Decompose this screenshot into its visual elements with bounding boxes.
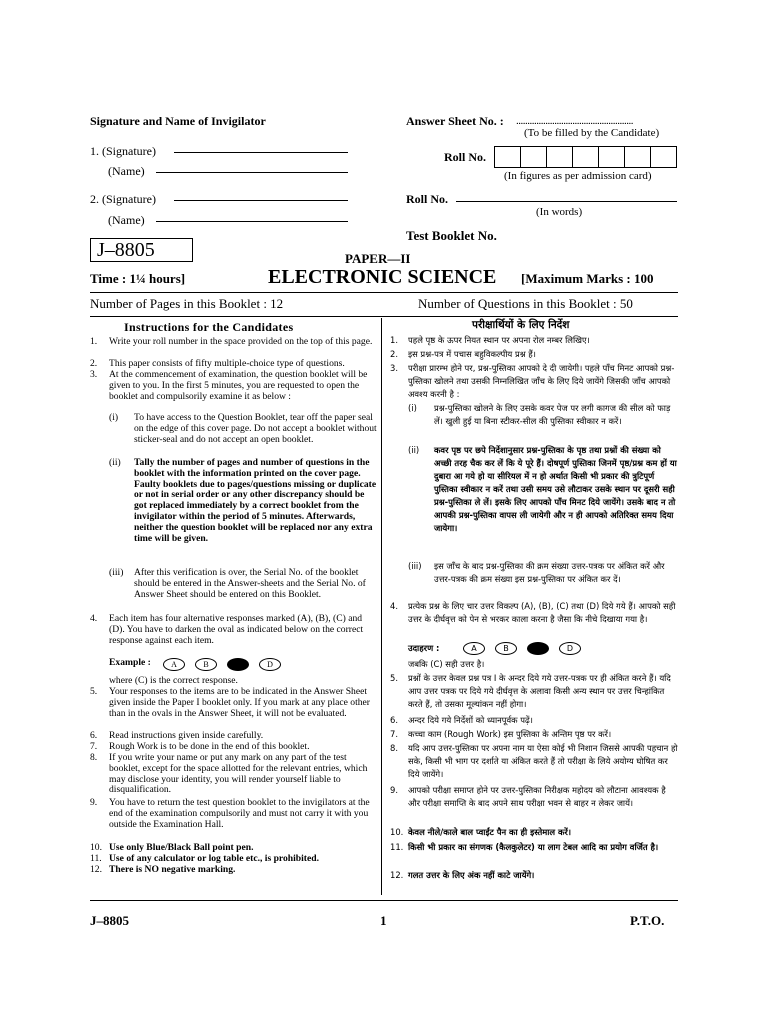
oval-b: B [195,658,217,671]
where-note [390,658,678,672]
item-text: कच्चा काम (Rough Work) इस पुस्तिका के अन्तिम पृष्ठ पर करें। [408,729,612,739]
oval-b: B [495,642,517,655]
example-row [390,642,678,658]
hindi-item-list [390,334,678,883]
item-number: (iii) [109,567,124,578]
item-text: प्रश्न-पुस्तिका खोलने के लिए उसके कवर पेज पर लगी कागज की सील को फाड़ लें। खुली हुई या बिना स्टीकर-सील की पुस्तिका स्वीकार न करें। [434,403,671,426]
item-text: where (C) is the correct response. [109,675,238,686]
item-number: 10. [90,842,102,853]
list-item [390,841,678,869]
invigilator-title: Signature and Name of Invigilator [90,114,266,128]
answer-ovals [158,658,286,671]
list-item [90,753,378,798]
sub-item [390,402,678,444]
roll-digit-box[interactable] [521,147,547,167]
answer-sheet-field[interactable]: .................................................... [516,115,633,127]
item-text: Use of any calculator or log table etc., is prohibited. [109,853,319,864]
roll-digit-box[interactable] [651,147,676,167]
item-text: प्रत्येक प्रश्न के लिए चार उत्तर विकल्प (A), (B), (C) तथा (D) दिये गये हैं। आपको सही उत्तर के दीर्घवृत्त को पेन से भरकर काला करना है जैसा कि नीचे दिखाया गया है। [408,601,676,624]
example-label: उदाहरण : [408,643,440,653]
item-text: इस प्रश्न-पत्र में पचास बहुविकल्पीय प्रश्न हैं। [408,349,536,359]
item-text: जबकि (C) सही उत्तर है। [408,659,485,669]
item-text: After this verification is over, the Serial No. of the booklet should be entered in the Answer-sheets and the Serial No. of Answer Sheet should be entered on this Booklet. [134,567,366,600]
name-1-field[interactable] [156,172,348,173]
list-item [390,728,678,742]
roll-no-words-field[interactable] [456,201,677,202]
item-text: प्रश्नों के उत्तर केवल प्रश्न पत्र I के अन्दर दिये गये उत्तर-पत्रक पर ही अंकित करने हैं। यदि आप उत्तर पत्रक पर दिये गये दीर्घवृत्त के अलावा किसी अन्य स्थान पर उत्तर चिन्हांकित करते हैं, तो उसका मूल्यांकन नहीं होगा। [408,673,671,709]
time-label: Time : 1¼ hours] [90,271,186,286]
list-item [390,600,678,642]
item-text: Write your roll number in the space provided on the top of this page. [109,336,373,347]
item-text: Read instructions given inside carefully. [109,730,264,741]
item-number: 4. [390,601,398,611]
footer-code: J–8805 [90,913,129,928]
item-text: Tally the number of pages and number of questions in the booklet with the information printed on the cover page. Faulty booklets due to pages/questions missing or duplicate or not in serial order or any other discrepancy should be got replaced immediately by a correct booklet from the invigilator within the period of 5 minutes. Afterwards, neither the question booklet will be replaced nor any extra time will be given. [134,457,377,544]
roll-digit-box[interactable] [495,147,521,167]
name-2-label: (Name) [108,213,145,227]
item-number: 6. [390,715,398,725]
item-text: परीक्षा प्रारम्भ होने पर, प्रश्न-पुस्तिका आपको दे दी जायेगी। पहले पाँच मिनट आपको प्रश्न-पुस्तिका खोलने तथा उसकी निम्नलिखित जाँच के लिए दिये जायेंगे जिसकी जाँच आपको अवश्य करनी है : [408,363,675,399]
list-item [90,687,378,731]
item-number: 12. [90,864,102,875]
sub-item [90,568,378,614]
list-item [90,370,378,413]
filled-by-note: (To be filled by the Candidate) [524,127,660,139]
signature-2-label: 2. (Signature) [90,192,156,206]
name-1-label: (Name) [108,164,145,178]
page-number: 1 [380,913,387,928]
divider [90,316,678,317]
list-item [390,869,678,883]
sub-item [390,444,678,560]
item-number: 9. [390,785,398,795]
item-number: 11. [390,842,404,852]
column-divider [381,318,382,895]
item-number: 2. [390,349,398,359]
item-number: 11. [90,853,102,864]
item-number: 1. [390,335,398,345]
signature-2-field[interactable] [174,200,348,201]
list-item [390,826,678,841]
list-item [390,362,678,402]
item-number: 9. [90,797,98,808]
item-text: If you write your name or put any mark on any part of the test booklet, except for the space allotted for the relevant entries, which may disclose your identity, you will render yourself liable to disqualification. [109,752,368,796]
item-text: इस जाँच के बाद प्रश्न-पुस्तिका की क्रम संख्या उत्तर-पत्रक पर अंकित करें और उत्तर-पत्रक की क्रम संख्या इस प्रश्न-पुस्तिका पर अंकित कर दें। [434,561,665,584]
list-item [390,742,678,784]
divider [90,292,678,293]
max-marks: [Maximum Marks : 100 [521,271,654,286]
item-text: There is NO negative marking. [109,864,236,875]
english-instructions-title: Instructions for the Candidates [124,320,294,334]
oval-a: A [163,658,185,671]
sub-item [90,458,378,568]
roll-digit-box[interactable] [599,147,625,167]
hindi-instructions-title: परीक्षार्थियों के लिए निर्देश [472,319,570,331]
item-number: 1. [90,336,98,347]
paper-code: J–8805 [90,238,193,262]
answer-ovals [458,642,586,655]
item-text: Use only Blue/Black Ball point pen. [109,842,254,853]
list-item [90,798,378,843]
item-text: Rough Work is to be done in the end of this booklet. [109,741,310,752]
item-text: At the commencement of examination, the question booklet will be given to you. In the first 5 minutes, you are requested to open the booklet and compulsorily examine it as below : [109,369,368,402]
item-number: 10. [390,827,404,837]
item-number: (ii) [109,457,121,468]
item-number: 8. [90,752,98,763]
item-number: 3. [90,369,98,380]
footer-divider [90,900,678,901]
signature-1-label: 1. (Signature) [90,144,156,158]
oval-c-filled: C [527,642,549,655]
item-number: 4. [90,613,98,624]
item-text: किसी भी प्रकार का संगणक (कैलकुलेटर) या लाग टेबल आदि का प्रयोग वर्जित है। [408,842,659,852]
example-label: Example : [109,657,151,668]
list-item [390,348,678,362]
item-number: 3. [390,363,398,373]
item-text: केवल नीले/काले बाल प्वाईंट पैन का ही इस्तेमाल करें। [408,827,572,837]
item-number: 6. [90,730,98,741]
roll-digit-box[interactable] [573,147,599,167]
item-number: 12. [390,870,404,880]
roll-no-boxes[interactable] [494,146,677,168]
pto-label: P.T.O. [630,913,665,928]
answer-sheet-label: Answer Sheet No. : [406,114,504,128]
item-number: 7. [90,741,98,752]
item-text: Each item has four alternative responses marked (A), (B), (C) and (D). You have to darken the oval as indicated below on the correct response against each item. [109,613,364,646]
pages-count: Number of Pages in this Booklet : 12 [90,296,284,311]
item-text: अन्दर दिये गये निर्देशों को ध्यानपूर्वक पढ़ें। [408,715,533,725]
roll-no-label: Roll No. [444,150,486,164]
sub-item [90,413,378,458]
test-booklet-label: Test Booklet No. [406,228,497,243]
roll-digit-box[interactable] [547,147,573,167]
item-text: कवर पृष्ठ पर छपे निर्देशानुसार प्रश्न-पुस्तिका के पृष्ठ तथा प्रश्नों की संख्या को अच्छी तरह चैक कर लें कि ये पूरे हैं। दोषपूर्ण पुस्तिका जिनमें पृष्ठ/प्रश्न कम हों या दुबारा आ गये हो या सीरियल में न हो अर्थात किसी भी प्रकार की त्रुटिपूर्ण पुस्तिका स्वीकार न करें तथा उसी समय उसे लौटाकर उसके स्थान पर दूसरी सही प्रश्न-पुस्तिका ले लें। इसके लिए आपको पाँच मिनट दिये जायेंगे। उसके बाद न तो आपकी प्रश्न-पुस्तिका वापस ली जायेगी और न ही आपको अतिरिक्त समय दिया जायेगा। [434,445,677,533]
item-number: 5. [390,673,398,683]
roll-digit-box[interactable] [625,147,651,167]
list-item [90,614,378,658]
name-2-field[interactable] [156,221,348,222]
item-text: आपको परीक्षा समाप्त होने पर उत्तर-पुस्तिका निरीक्षक महोदय को लौटाना आवश्यक है और परीक्षा समाप्ति के बाद अपने साथ परीक्षा भवन से बाहर न लेकर जायें। [408,785,666,808]
roll-figures-note: (In figures as per admission card) [504,170,652,182]
list-item [390,334,678,348]
item-number: (i) [408,403,417,413]
roll-no-words-label: Roll No. [406,192,448,206]
item-number: (iii) [408,561,422,571]
item-number: 5. [90,686,98,697]
item-number: 7. [390,729,398,739]
item-text: गलत उत्तर के लिए अंक नहीं काटे जायेंगे। [408,870,535,880]
list-item [90,337,378,359]
item-text: This paper consists of fifty multiple-choice type of questions. [109,358,345,369]
oval-a: A [463,642,485,655]
paper-label: PAPER—II [345,251,411,266]
list-item [90,865,378,876]
item-number: 8. [390,743,398,753]
item-text: यदि आप उत्तर-पुस्तिका पर अपना नाम या ऐसा कोई भी निशान जिससे आपकी पहचान हो सके, किसी भी भाग पर दर्शाते या अंकित करते हैं तो परीक्षा के लिये अयोग्य घोषित कर दिये जायेंगे। [408,743,678,779]
sub-item [390,560,678,600]
item-text: Your responses to the items are to be indicated in the Answer Sheet given inside the Paper I booklet only. If you mark at any place other than in the ovals in the Answer Sheet, it will not be evaluated. [109,686,370,719]
item-text: पहले पृष्ठ के ऊपर नियत स्थान पर अपना रोल नम्बर लिखिए। [408,335,590,345]
signature-1-field[interactable] [174,152,348,153]
questions-count: Number of Questions in this Booklet : 50 [418,296,633,311]
in-words-note: (In words) [536,206,583,218]
subject-title: ELECTRONIC SCIENCE [268,266,497,288]
item-text: You have to return the test question booklet to the invigilators at the end of the examination compulsorily and must not carry it with you outside the Examination Hall. [109,797,370,830]
oval-d: D [559,642,581,655]
english-item-list [90,337,378,876]
list-item [390,714,678,728]
item-text: To have access to the Question Booklet, tear off the paper seal on the edge of this cover page. Do not accept a booklet without sticker-seal and do not accept an open booklet. [134,412,377,445]
item-number: (i) [109,412,119,423]
item-number: (ii) [408,445,420,455]
list-item [390,672,678,714]
oval-d: D [259,658,281,671]
oval-c-filled: C [227,658,249,671]
example-row [90,658,378,676]
item-number: 2. [90,358,98,369]
list-item [390,784,678,826]
